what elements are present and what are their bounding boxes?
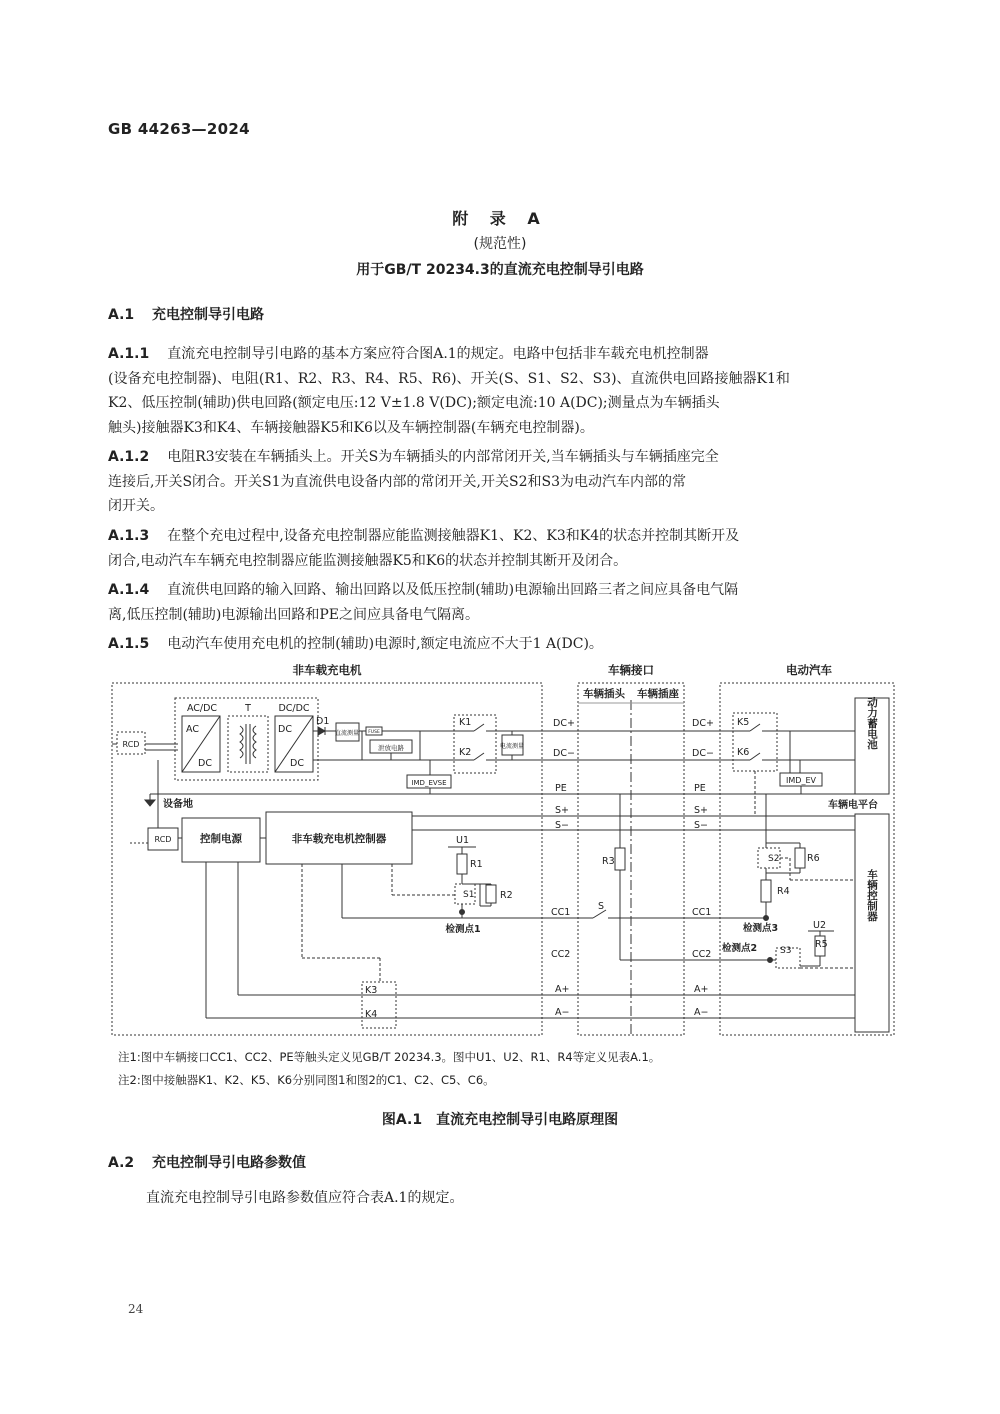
paragraph-line: A.1.5 电动汽车使用充电机的控制(辅助)电源时,额定电流应不大于1 A(DC)。 [108,636,603,652]
dc-label: DC [198,758,212,769]
dcdc-label: DC/DC [278,703,310,714]
sp-label-left: S+ [555,805,569,816]
section-number: A.1 [108,307,135,323]
s2-label: S2 [768,854,780,864]
vehicle-chassis-label: 车辆电平台 [828,800,878,811]
figure-caption: 图A.1 直流充电控制导引电路原理图 [381,1112,619,1128]
ap-label-right: A+ [694,984,709,995]
figure-note-1: 注1:图中车辆接口CC1、CC2、PE等触头定义见GB/T 20234.3。图中U1、U2、R1、R4等定义见表A.1。 [118,1050,661,1064]
paragraph-line: A.1.2 电阻R3安装在车辆插头上。开关S为车辆插头的内部常闭开关,当车辆插头与车辆插座完全 [108,449,719,465]
page-number: 24 [128,1302,144,1316]
appendix-subtitle: 用于GB/T 20234.3的直流充电控制导引电路 [356,262,644,278]
diode-label: D1 [316,716,330,727]
r1-label: R1 [470,859,483,870]
interface-region-label: 车辆接口 [608,663,654,677]
r5-label: R5 [815,939,828,950]
equip-ground-label: 设备地 [163,799,193,810]
sp-label-right: S+ [694,805,708,816]
cc2-label-right: CC2 [692,949,712,960]
paragraph-line: A.1.3 在整个充电过程中,设备充电控制器应能监测接触器K1、K2、K3和K4的状态并控制其断开及 [108,528,740,544]
paragraph-line: (设备充电控制器)、电阻(R1、R2、R3、R4、R5、R6)、开关(S、S1、S2、S3)、直流供电回路接触器K1和 [108,370,790,387]
k1-label: K1 [459,717,472,728]
vehicle-controller-block [855,814,889,1032]
dcp-label-right: DC+ [692,718,714,729]
pe-label-left: PE [555,783,567,794]
transformer-label: T [245,703,251,714]
charger-region-label: 非车载充电机 [292,663,362,677]
detect-point-1: 检测点1 [445,924,481,935]
rcd-label-bottom: RCD [154,835,172,844]
discharge-label: 泄放电路 [378,744,404,752]
paragraph-line: 闭合,电动汽车车辆充电控制器应能监测接触器K5和K6的状态并控制其断开及闭合。 [108,552,628,569]
socket-label: 车辆插座 [637,688,679,700]
standard-number: GB 44263—2024 [108,120,250,138]
dcdc-in-label: DC [278,724,292,735]
cc2-label-left: CC2 [551,949,571,960]
transformer [228,716,268,772]
ac-label: AC [186,724,199,735]
ev-region-label: 电动汽车 [786,663,832,677]
r6-label: R6 [807,853,820,864]
clause-number: A.1.2 [108,449,150,465]
sm-label-left: S− [555,820,569,831]
resistor-r6 [795,848,805,868]
clause-number: A.1.1 [108,346,150,362]
dcm-label-right: DC− [692,748,714,759]
s-label: S [598,901,605,912]
dcp-label-left: DC+ [553,718,575,729]
current-measure-label: 电流测量 [499,743,525,750]
resistor-r1 [457,854,467,874]
charger-controller-label: 非车载充电机控制器 [291,833,387,845]
k4-label: K4 [365,1009,378,1020]
r3-label: R3 [602,856,615,867]
clause-number: A.1.4 [108,582,150,598]
k6-label: K6 [737,747,750,758]
resistor-r3 [615,848,625,870]
ap-label-left: A+ [555,984,570,995]
vehicle-controller-label: 车辆控制器 [866,868,878,922]
clause-number: A.1.5 [108,636,150,652]
sm-label-right: S− [694,820,708,831]
detect-point-2: 检测点2 [722,943,758,954]
section-a2-heading [108,1152,306,1172]
am-label-left: A− [555,1007,570,1018]
u2-label: U2 [813,920,826,931]
paragraph-line: 连接后,开关S闭合。开关S1为直流供电设备内部的常闭开关,开关S2和S3为电动汽车内部的常 [108,473,686,490]
u1-label: U1 [456,835,469,846]
paragraph-line: A.1.1 直流充电控制导引电路的基本方案应符合图A.1的规定。电路中包括非车载充电机控制器 [108,346,709,362]
paragraph-line: A.1.4 直流供电回路的输入回路、输出回路以及低压控制(辅助)电源输出回路三者之间应具备电气隔 [108,582,739,598]
appendix-title: 附 录 A [452,209,548,228]
plug-label: 车辆插头 [583,688,625,700]
acdc-label: AC/DC [186,703,218,714]
resistor-r4 [761,880,771,902]
battery-label: 动力蓄电池 [866,696,878,750]
cc1-label-right: CC1 [692,907,712,918]
s3-label: S3 [780,946,792,956]
section-title: 充电控制导引电路参数值 [152,1155,306,1171]
k2-label: K2 [459,747,472,758]
pe-label-right: PE [694,783,706,794]
am-label-right: A− [694,1007,709,1018]
paragraph-line: 触头)接触器K3和K4、车辆接触器K5和K6以及车辆控制器(车辆充电控制器)。 [108,419,594,436]
cc1-label-left: CC1 [551,907,571,918]
imd-ev-label: IMD_EV [786,776,816,785]
fuse-label: FUSE [368,730,380,735]
k3-label: K3 [365,985,378,996]
k5-label: K5 [737,717,750,728]
figure-note-2: 注2:图中接触器K1、K2、K5、K6分别同图1和图2的C1、C2、C5、C6。 [118,1073,495,1087]
paragraph-line: K2、低压控制(辅助)供电回路(额定电压:12 V±1.8 V(DC);额定电流:10 A(DC);测量点为车辆插头 [108,395,720,412]
dcdc-out-label: DC [290,758,304,769]
appendix-nature: (规范性) [473,236,527,252]
control-power-label: 控制电源 [200,833,242,845]
voltage-measure-label: 直流测量 [334,730,360,737]
clause-number: A.1.3 [108,528,150,544]
dcm-label-left: DC− [553,748,575,759]
rcd-label-top: RCD [122,740,140,749]
resistor-r2 [486,885,496,903]
section-title: 充电控制导引电路 [152,307,264,323]
r2-label: R2 [500,890,513,901]
imd-evse-label: IMD_EVSE [411,779,447,787]
detect-point-3: 检测点3 [743,923,779,934]
section-a2-text: 直流充电控制导引电路参数值应符合表A.1的规定。 [146,1190,464,1206]
paragraph-line: 离,低压控制(辅助)电源输出回路和PE之间应具备电气隔离。 [108,606,480,623]
s1-label: S1 [463,890,475,900]
r4-label: R4 [777,886,790,897]
section-number: A.2 [108,1155,135,1171]
diode-d1 [318,727,325,735]
paragraph-line: 闭开关。 [108,498,164,515]
